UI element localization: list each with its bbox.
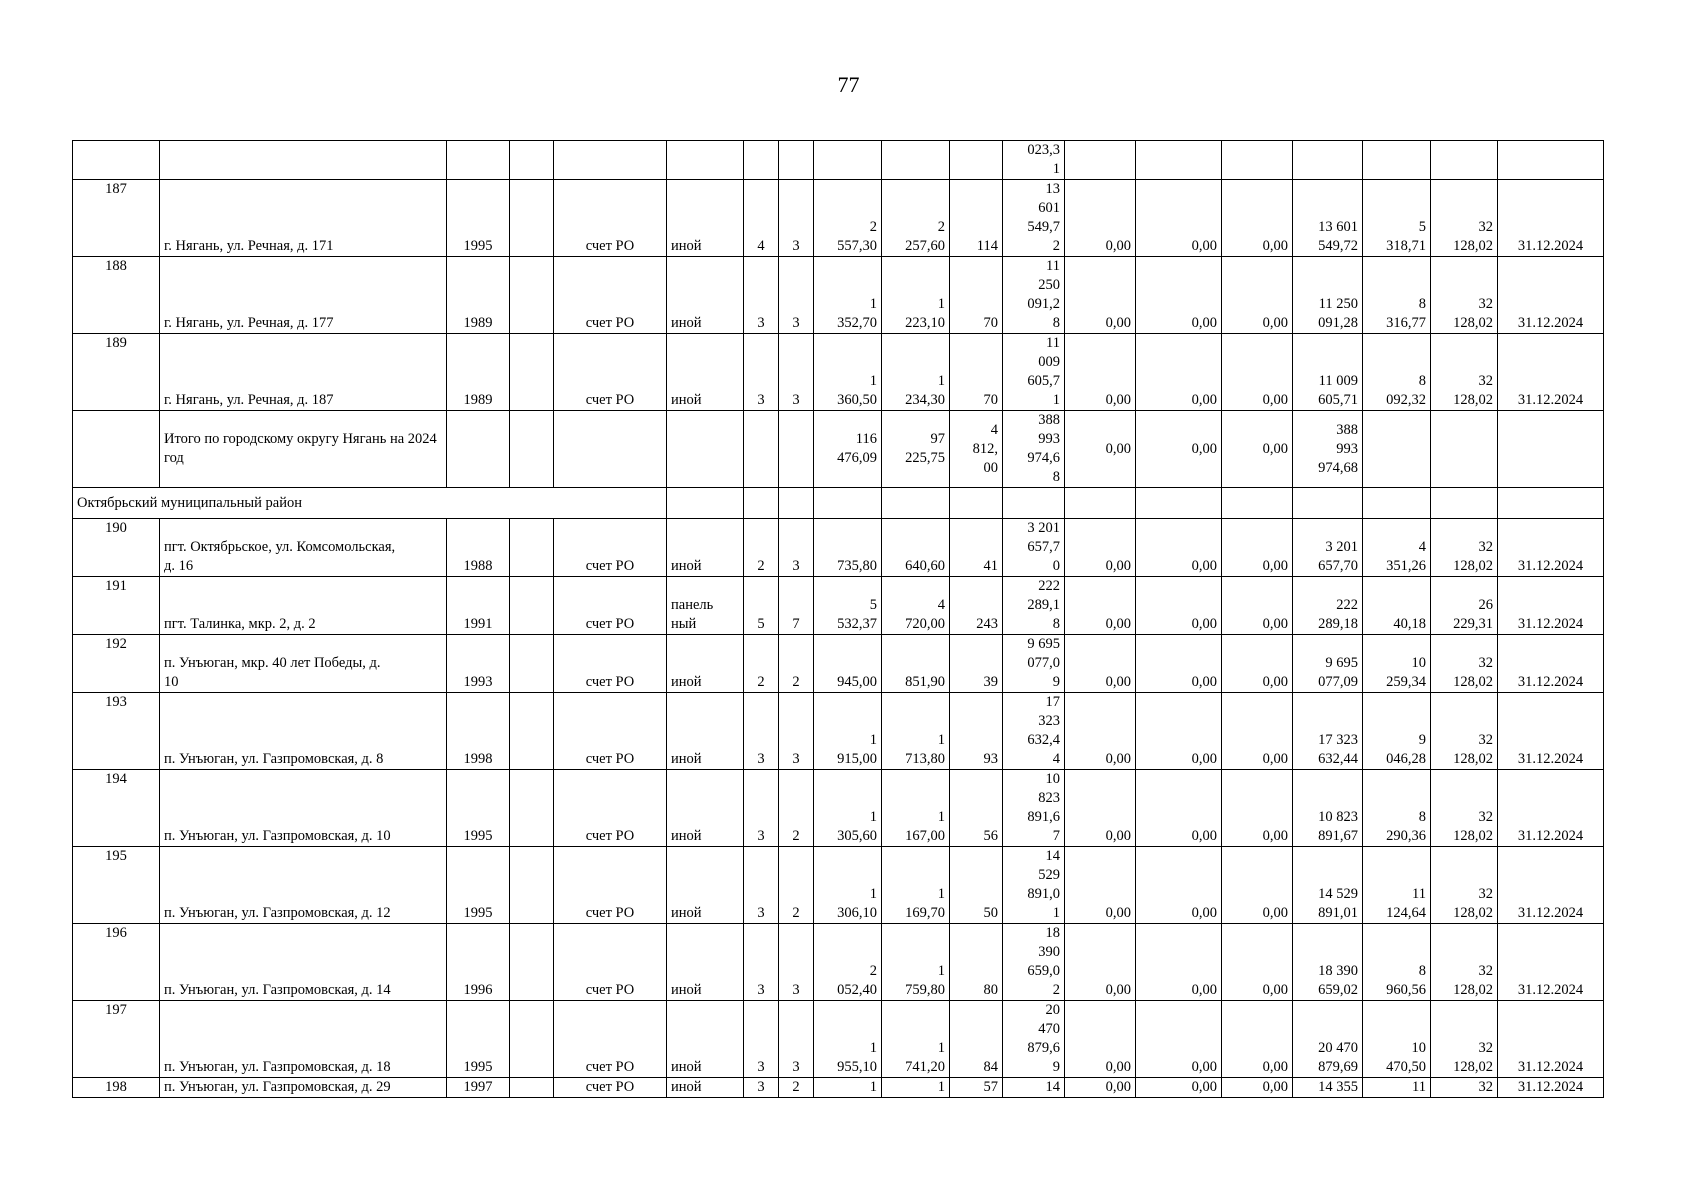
limit-cost-cell: 32 128,02 <box>1431 770 1498 847</box>
year-cell: 1996 <box>447 924 510 1001</box>
row-number: 188 <box>73 257 160 334</box>
wall-material-cell: иной <box>667 1078 744 1098</box>
table-row <box>73 577 1604 635</box>
address-cell: п. Унъюган, ул. Газпромовская, д. 8 <box>160 693 447 770</box>
deadline-cell: 31.12.2024 <box>1498 334 1604 411</box>
unit-cost-cell: 10 470,50 <box>1363 1001 1431 1078</box>
residents-cell: 39 <box>950 635 1003 693</box>
address-cell: пгт. Октябрьское, ул. Комсомольская, д. 16 <box>160 519 447 577</box>
deadline-cell: 31.12.2024 <box>1498 257 1604 334</box>
total-residents: 4 812, 00 <box>950 411 1003 488</box>
fund-source-cell: счет РО <box>554 519 667 577</box>
fund-source-cell: счет РО <box>554 334 667 411</box>
total-area: 116 476,09 <box>814 411 882 488</box>
wall-material-cell: иной <box>667 180 744 257</box>
unit-cost-cell: 5 318,71 <box>1363 180 1431 257</box>
wall-material-cell: иной <box>667 519 744 577</box>
residents-cell: 70 <box>950 334 1003 411</box>
area-total-cell: 2 557,30 <box>814 180 882 257</box>
address-cell: пгт. Талинка, мкр. 2, д. 2 <box>160 577 447 635</box>
area-total-cell: 1 915,00 <box>814 693 882 770</box>
cost-total-cell: 17 323 632,4 4 <box>1003 693 1065 770</box>
total-cost: 388 993 974,6 8 <box>1003 411 1065 488</box>
fund-source-cell: счет РО <box>554 693 667 770</box>
row-number: 191 <box>73 577 160 635</box>
wall-material-cell: иной <box>667 924 744 1001</box>
floors-cell: 4 <box>744 180 779 257</box>
row-number: 187 <box>73 180 160 257</box>
limit-cost-cell: 26 229,31 <box>1431 577 1498 635</box>
year-cell: 1995 <box>447 1001 510 1078</box>
address-cell: п. Унъюган, ул. Газпромовская, д. 12 <box>160 847 447 924</box>
fund-source-cell: счет РО <box>554 577 667 635</box>
cost-total-cell: 3 201 657,7 0 <box>1003 519 1065 577</box>
deadline-cell: 31.12.2024 <box>1498 770 1604 847</box>
table-body-part1 <box>73 141 1604 411</box>
wall-material-cell: иной <box>667 334 744 411</box>
year-cell: 1989 <box>447 334 510 411</box>
residents-cell: 84 <box>950 1001 1003 1078</box>
unit-cost-cell: 8 290,36 <box>1363 770 1431 847</box>
floors-cell: 3 <box>744 847 779 924</box>
area-total-cell: 735,80 <box>814 519 882 577</box>
table-row <box>73 693 1604 770</box>
unit-cost-cell: 8 092,32 <box>1363 334 1431 411</box>
area-living-cell: 2 257,60 <box>882 180 950 257</box>
address-cell: г. Нягань, ул. Речная, д. 171 <box>160 180 447 257</box>
fund-3-cell: 0,00 <box>1222 519 1293 577</box>
year-cell: 1989 <box>447 257 510 334</box>
entrances-cell: 7 <box>779 577 814 635</box>
entrances-cell: 2 <box>779 1078 814 1098</box>
wall-material-cell: иной <box>667 847 744 924</box>
fund-3-cell: 0,00 <box>1222 635 1293 693</box>
owners-funds-cell: 18 390 659,02 <box>1293 924 1363 1001</box>
residents-cell: 56 <box>950 770 1003 847</box>
fund-3-cell: 0,00 <box>1222 924 1293 1001</box>
owners-funds-cell: 222 289,18 <box>1293 577 1363 635</box>
floors-cell: 3 <box>744 770 779 847</box>
year-cell: 1991 <box>447 577 510 635</box>
owners-funds-cell: 13 601 549,72 <box>1293 180 1363 257</box>
deadline-cell: 31.12.2024 <box>1498 1078 1604 1098</box>
fund-2-cell: 0,00 <box>1136 847 1222 924</box>
fund-1-cell: 0,00 <box>1065 770 1136 847</box>
total-fund-3: 0,00 <box>1222 411 1293 488</box>
unit-cost-cell: 11 <box>1363 1078 1431 1098</box>
table-row <box>73 519 1604 577</box>
owners-funds-cell: 10 823 891,67 <box>1293 770 1363 847</box>
fund-source-cell: счет РО <box>554 1078 667 1098</box>
cost-total-cell: 20 470 879,6 9 <box>1003 1001 1065 1078</box>
unit-cost-cell: 8 316,77 <box>1363 257 1431 334</box>
fund-3-cell: 0,00 <box>1222 1078 1293 1098</box>
limit-cost-cell: 32 128,02 <box>1431 693 1498 770</box>
fund-2-cell: 0,00 <box>1136 257 1222 334</box>
area-living-cell: 640,60 <box>882 519 950 577</box>
fund-1-cell: 0,00 <box>1065 1078 1136 1098</box>
row-number: 197 <box>73 1001 160 1078</box>
fund-3-cell: 0,00 <box>1222 334 1293 411</box>
total-row <box>73 411 1604 488</box>
fund-source-cell: счет РО <box>554 635 667 693</box>
owners-funds-cell: 20 470 879,69 <box>1293 1001 1363 1078</box>
table-row <box>73 770 1604 847</box>
floors-cell: 2 <box>744 519 779 577</box>
unit-cost-cell: 40,18 <box>1363 577 1431 635</box>
entrances-cell: 2 <box>779 847 814 924</box>
repair-program-table <box>72 140 1604 1098</box>
deadline-cell: 31.12.2024 <box>1498 1001 1604 1078</box>
cost-total-cell: 023,3 1 <box>1003 141 1065 180</box>
fund-1-cell: 0,00 <box>1065 1001 1136 1078</box>
limit-cost-cell: 32 128,02 <box>1431 847 1498 924</box>
area-total-cell: 1 955,10 <box>814 1001 882 1078</box>
limit-cost-cell: 32 128,02 <box>1431 257 1498 334</box>
wall-material-cell: иной <box>667 770 744 847</box>
area-total-cell: 1 352,70 <box>814 257 882 334</box>
table-row <box>73 1001 1604 1078</box>
floors-cell: 3 <box>744 257 779 334</box>
fund-2-cell: 0,00 <box>1136 577 1222 635</box>
cost-total-cell: 222 289,1 8 <box>1003 577 1065 635</box>
total-label: Итого по городскому округу Нягань на 2024 год <box>160 411 447 488</box>
fund-1-cell: 0,00 <box>1065 180 1136 257</box>
area-total-cell: 945,00 <box>814 635 882 693</box>
table-row <box>73 257 1604 334</box>
fund-2-cell: 0,00 <box>1136 693 1222 770</box>
fund-2-cell: 0,00 <box>1136 1078 1222 1098</box>
fund-1-cell: 0,00 <box>1065 334 1136 411</box>
unit-cost-cell: 10 259,34 <box>1363 635 1431 693</box>
address-cell: п. Унъюган, мкр. 40 лет Победы, д. 10 <box>160 635 447 693</box>
fund-1-cell: 0,00 <box>1065 257 1136 334</box>
area-living-cell: 4 720,00 <box>882 577 950 635</box>
area-living-cell: 1 759,80 <box>882 924 950 1001</box>
area-living-cell: 1 <box>882 1078 950 1098</box>
table-row <box>73 1078 1604 1098</box>
year-cell: 1998 <box>447 693 510 770</box>
deadline-cell: 31.12.2024 <box>1498 693 1604 770</box>
fund-source-cell: счет РО <box>554 770 667 847</box>
residents-cell: 57 <box>950 1078 1003 1098</box>
row-number: 198 <box>73 1078 160 1098</box>
entrances-cell: 3 <box>779 257 814 334</box>
fund-1-cell: 0,00 <box>1065 847 1136 924</box>
fund-source-cell: счет РО <box>554 847 667 924</box>
wall-material-cell: иной <box>667 693 744 770</box>
table-row-continuation <box>73 141 1604 180</box>
deadline-cell: 31.12.2024 <box>1498 847 1604 924</box>
fund-source-cell: счет РО <box>554 257 667 334</box>
entrances-cell: 3 <box>779 180 814 257</box>
cost-total-cell: 9 695 077,0 9 <box>1003 635 1065 693</box>
section-row <box>73 488 1604 519</box>
floors-cell: 3 <box>744 1001 779 1078</box>
area-total-cell: 1 305,60 <box>814 770 882 847</box>
area-living-cell: 1 741,20 <box>882 1001 950 1078</box>
cost-total-cell: 18 390 659,0 2 <box>1003 924 1065 1001</box>
area-total-cell: 1 <box>814 1078 882 1098</box>
row-number: 189 <box>73 334 160 411</box>
year-cell: 1995 <box>447 847 510 924</box>
area-living-cell: 1 713,80 <box>882 693 950 770</box>
fund-1-cell: 0,00 <box>1065 693 1136 770</box>
entrances-cell: 3 <box>779 693 814 770</box>
area-total-cell: 5 532,37 <box>814 577 882 635</box>
fund-3-cell: 0,00 <box>1222 847 1293 924</box>
entrances-cell: 2 <box>779 635 814 693</box>
table-row <box>73 635 1604 693</box>
owners-funds-cell: 14 529 891,01 <box>1293 847 1363 924</box>
fund-2-cell: 0,00 <box>1136 1001 1222 1078</box>
unit-cost-cell: 8 960,56 <box>1363 924 1431 1001</box>
limit-cost-cell: 32 <box>1431 1078 1498 1098</box>
row-number: 196 <box>73 924 160 1001</box>
year-cell: 1988 <box>447 519 510 577</box>
wall-material-cell: иной <box>667 635 744 693</box>
deadline-cell: 31.12.2024 <box>1498 180 1604 257</box>
floors-cell: 3 <box>744 924 779 1001</box>
total-owners: 388 993 974,68 <box>1293 411 1363 488</box>
row-number: 195 <box>73 847 160 924</box>
limit-cost-cell: 32 128,02 <box>1431 519 1498 577</box>
fund-1-cell: 0,00 <box>1065 924 1136 1001</box>
area-total-cell: 1 360,50 <box>814 334 882 411</box>
address-cell: п. Унъюган, ул. Газпромовская, д. 10 <box>160 770 447 847</box>
page-number: 77 <box>837 72 860 97</box>
residents-cell: 243 <box>950 577 1003 635</box>
year-cell: 1995 <box>447 180 510 257</box>
area-living-cell: 1 234,30 <box>882 334 950 411</box>
owners-funds-cell: 17 323 632,44 <box>1293 693 1363 770</box>
area-living-cell: 1 167,00 <box>882 770 950 847</box>
wall-material-cell: иной <box>667 1001 744 1078</box>
limit-cost-cell: 32 128,02 <box>1431 334 1498 411</box>
floors-cell: 2 <box>744 635 779 693</box>
fund-3-cell: 0,00 <box>1222 577 1293 635</box>
year-cell: 1997 <box>447 1078 510 1098</box>
wall-material-cell: иной <box>667 257 744 334</box>
fund-2-cell: 0,00 <box>1136 519 1222 577</box>
limit-cost-cell: 32 128,02 <box>1431 1001 1498 1078</box>
area-living-cell: 851,90 <box>882 635 950 693</box>
area-total-cell: 2 052,40 <box>814 924 882 1001</box>
total-fund-1: 0,00 <box>1065 411 1136 488</box>
table-row <box>73 180 1604 257</box>
total-living-area: 97 225,75 <box>882 411 950 488</box>
area-living-cell: 1 169,70 <box>882 847 950 924</box>
fund-3-cell: 0,00 <box>1222 257 1293 334</box>
section-title: Октябрьский муниципальный район <box>73 488 667 519</box>
total-section <box>73 411 1604 519</box>
row-number: 194 <box>73 770 160 847</box>
address-cell: п. Унъюган, ул. Газпромовская, д. 18 <box>160 1001 447 1078</box>
deadline-cell: 31.12.2024 <box>1498 924 1604 1001</box>
area-total-cell: 1 306,10 <box>814 847 882 924</box>
deadline-cell: 31.12.2024 <box>1498 577 1604 635</box>
year-cell: 1995 <box>447 770 510 847</box>
floors-cell: 3 <box>744 1078 779 1098</box>
fund-1-cell: 0,00 <box>1065 577 1136 635</box>
fund-2-cell: 0,00 <box>1136 635 1222 693</box>
owners-funds-cell: 14 355 <box>1293 1078 1363 1098</box>
fund-3-cell: 0,00 <box>1222 1001 1293 1078</box>
deadline-cell: 31.12.2024 <box>1498 635 1604 693</box>
entrances-cell: 2 <box>779 770 814 847</box>
cost-total-cell: 10 823 891,6 7 <box>1003 770 1065 847</box>
limit-cost-cell: 32 128,02 <box>1431 180 1498 257</box>
unit-cost-cell: 11 124,64 <box>1363 847 1431 924</box>
limit-cost-cell: 32 128,02 <box>1431 635 1498 693</box>
residents-cell: 50 <box>950 847 1003 924</box>
floors-cell: 3 <box>744 334 779 411</box>
address-cell: г. Нягань, ул. Речная, д. 177 <box>160 257 447 334</box>
fund-1-cell: 0,00 <box>1065 635 1136 693</box>
fund-2-cell: 0,00 <box>1136 770 1222 847</box>
floors-cell: 5 <box>744 577 779 635</box>
area-living-cell: 1 223,10 <box>882 257 950 334</box>
cost-total-cell: 11 009 605,7 1 <box>1003 334 1065 411</box>
table-row <box>73 847 1604 924</box>
residents-cell: 93 <box>950 693 1003 770</box>
fund-source-cell: счет РО <box>554 1001 667 1078</box>
fund-source-cell: счет РО <box>554 924 667 1001</box>
fund-source-cell: счет РО <box>554 180 667 257</box>
fund-3-cell: 0,00 <box>1222 693 1293 770</box>
residents-cell: 70 <box>950 257 1003 334</box>
owners-funds-cell: 11 009 605,71 <box>1293 334 1363 411</box>
limit-cost-cell: 32 128,02 <box>1431 924 1498 1001</box>
wall-material-cell: панель ный <box>667 577 744 635</box>
entrances-cell: 3 <box>779 1001 814 1078</box>
floors-cell: 3 <box>744 693 779 770</box>
unit-cost-cell: 9 046,28 <box>1363 693 1431 770</box>
owners-funds-cell: 9 695 077,09 <box>1293 635 1363 693</box>
cost-total-cell: 13 601 549,7 2 <box>1003 180 1065 257</box>
row-number: 192 <box>73 635 160 693</box>
unit-cost-cell: 4 351,26 <box>1363 519 1431 577</box>
owners-funds-cell: 11 250 091,28 <box>1293 257 1363 334</box>
address-cell: п. Унъюган, ул. Газпромовская, д. 29 <box>160 1078 447 1098</box>
residents-cell: 114 <box>950 180 1003 257</box>
residents-cell: 41 <box>950 519 1003 577</box>
fund-3-cell: 0,00 <box>1222 770 1293 847</box>
entrances-cell: 3 <box>779 924 814 1001</box>
fund-2-cell: 0,00 <box>1136 180 1222 257</box>
entrances-cell: 3 <box>779 519 814 577</box>
fund-2-cell: 0,00 <box>1136 334 1222 411</box>
row-number: 193 <box>73 693 160 770</box>
fund-1-cell: 0,00 <box>1065 519 1136 577</box>
fund-3-cell: 0,00 <box>1222 180 1293 257</box>
cost-total-cell: 11 250 091,2 8 <box>1003 257 1065 334</box>
cost-total-cell: 14 <box>1003 1078 1065 1098</box>
table-row <box>73 924 1604 1001</box>
address-cell: г. Нягань, ул. Речная, д. 187 <box>160 334 447 411</box>
entrances-cell: 3 <box>779 334 814 411</box>
table-body-part2 <box>73 519 1604 1098</box>
row-number: 190 <box>73 519 160 577</box>
deadline-cell: 31.12.2024 <box>1498 519 1604 577</box>
year-cell: 1993 <box>447 635 510 693</box>
cost-total-cell: 14 529 891,0 1 <box>1003 847 1065 924</box>
table-row <box>73 334 1604 411</box>
fund-2-cell: 0,00 <box>1136 924 1222 1001</box>
owners-funds-cell: 3 201 657,70 <box>1293 519 1363 577</box>
total-fund-2: 0,00 <box>1136 411 1222 488</box>
address-cell: п. Унъюган, ул. Газпромовская, д. 14 <box>160 924 447 1001</box>
residents-cell: 80 <box>950 924 1003 1001</box>
